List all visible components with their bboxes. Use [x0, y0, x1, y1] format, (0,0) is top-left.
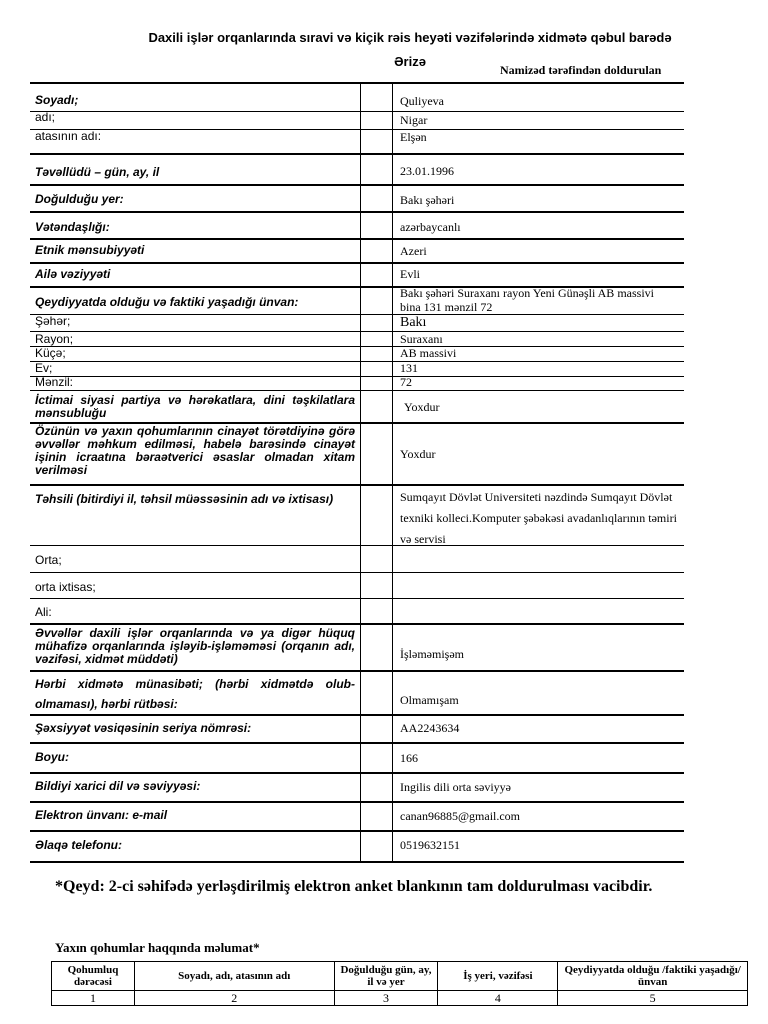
- birth-date-label: Təvəllüdü – gün, ay, il: [35, 165, 160, 179]
- city-label: Şəhər;: [35, 314, 71, 328]
- form-title: Daxili işlər orqanlarında sıravi və kiçik rəis heyəti vəzifələrində xidmətə qəbul barədə: [148, 30, 672, 45]
- address-value[interactable]: Bakı şəhəri Suraxanı rayon Yeni Günəşli AB massivi bina 131 mənzil 72: [400, 286, 654, 314]
- education-label: Təhsili (bitirdiyi il, təhsil müəssəsinin adı və ixtisası): [35, 492, 334, 506]
- family-status-value[interactable]: Evli: [400, 267, 420, 281]
- relation-degree-header: Qohumluq dərəcəsi: [52, 962, 135, 991]
- column-number: 3: [334, 991, 438, 1006]
- citizenship-value[interactable]: azərbaycanlı: [400, 220, 461, 234]
- city-value[interactable]: Bakı: [400, 315, 427, 330]
- filled-by-note: Namizəd tərəfindən doldurulan: [500, 63, 662, 77]
- education-value[interactable]: Sumqayıt Dövlət Universiteti nəzdində Sumqayıt Dövlət texniki kolleci.Komputer şəbəkəsi avadanlıqlarının təmiri və servisi: [400, 490, 677, 546]
- military-value[interactable]: Olmamışam: [400, 693, 459, 707]
- email-label: Elektron ünvanı: e-mail: [35, 808, 168, 822]
- father-name-value[interactable]: Elşən: [400, 130, 427, 144]
- height-label: Boyu:: [35, 750, 69, 764]
- form-subtitle: Ərizə: [394, 54, 426, 69]
- apartment-value[interactable]: 72: [400, 375, 412, 389]
- language-label: Bildiyi xarici dil və səviyyəsi:: [35, 779, 201, 793]
- id-card-value[interactable]: AA2243634: [400, 721, 460, 735]
- phone-value[interactable]: 0519632151: [400, 838, 460, 852]
- height-value[interactable]: 166: [400, 751, 418, 765]
- birth-info-header: Doğulduğu gün, ay, il və yer: [334, 962, 438, 991]
- column-number: 4: [438, 991, 558, 1006]
- email-value[interactable]: canan96885@gmail.com: [400, 809, 521, 823]
- id-card-label: Şəxsiyyət vəsiqəsinin seriya nömrəsi:: [35, 721, 252, 735]
- name-value[interactable]: Nigar: [400, 113, 428, 127]
- birthplace-label: Doğulduğu yer:: [35, 192, 124, 206]
- address-header: Qeydiyyatda olduğu /faktiki yaşadığı/ ünvan: [558, 962, 748, 991]
- father-name-label: atasının adı:: [35, 129, 102, 143]
- ethnicity-value[interactable]: Azeri: [400, 244, 427, 258]
- workplace-header: İş yeri, vəzifəsi: [438, 962, 558, 991]
- district-label: Rayon;: [35, 332, 74, 346]
- name-label: adı;: [35, 110, 56, 124]
- column-number: 1: [52, 991, 135, 1006]
- family-status-label: Ailə vəziyyəti: [35, 267, 111, 281]
- house-label: Ev;: [35, 361, 53, 375]
- previous-work-value[interactable]: İşləməmişəm: [400, 647, 464, 661]
- column-number: 2: [134, 991, 334, 1006]
- relatives-title: Yaxın qohumlar haqqında məlumat*: [55, 940, 260, 955]
- mandatory-note: *Qeyd: 2-ci səhifədə yerləşdirilmiş elektron anket blankının tam doldurulması vacibdir.: [55, 878, 653, 895]
- party-value[interactable]: Yoxdur: [404, 400, 440, 414]
- relatives-table: [51, 961, 748, 1006]
- apartment-label: Mənzil:: [35, 375, 74, 389]
- higher-education-label: Ali:: [35, 605, 52, 619]
- secondary-special-label: orta ixtisas;: [35, 580, 96, 594]
- street-value[interactable]: AB massivi: [400, 346, 457, 360]
- party-label: İctimai siyasi partiya və hərəkatlara, dini təşkilatlara mənsubluğu: [35, 393, 355, 420]
- address-label: Qeydiyyatda olduğu və faktiki yaşadığı ünvan:: [35, 295, 299, 309]
- citizenship-label: Vətəndaşlığı:: [35, 220, 110, 234]
- column-number: 5: [558, 991, 748, 1006]
- birthplace-value[interactable]: Bakı şəhəri: [400, 193, 455, 207]
- full-name-header: Soyadı, adı, atasının adı: [134, 962, 334, 991]
- surname-label: Soyadı;: [35, 93, 79, 107]
- military-label: Hərbi xidmətə münasibəti; (hərbi xidmətdə olub-olmaması), hərbi rütbəsi:: [35, 677, 355, 711]
- birth-date-value[interactable]: 23.01.1996: [400, 164, 454, 178]
- secondary-education-label: Orta;: [35, 553, 62, 567]
- relatives-number-row: [52, 991, 748, 1006]
- previous-work-label: Əvvəllər daxili işlər orqanlarında və ya digər hüquq mühafizə orqanlarında işləyib-işləməməsi (orqanın adı, vəzifəsi, xidmət müddəti): [35, 626, 355, 666]
- conviction-label: Özünün və yaxın qohumlarının cinayət törətdiyinə görə əvvəllər məhkum edilməsi, habelə barəsində cinayət işinin icraatına bəraətverici əsaslar olmadan xitam verilməsi: [35, 424, 355, 477]
- district-value[interactable]: Suraxanı: [400, 332, 443, 346]
- conviction-value[interactable]: Yoxdur: [400, 447, 436, 461]
- relatives-header-row: [52, 962, 748, 991]
- phone-label: Əlaqə telefonu:: [35, 838, 122, 852]
- ethnicity-label: Etnik mənsubiyyəti: [35, 243, 145, 257]
- language-value[interactable]: Ingilis dili orta səviyyə: [400, 780, 511, 794]
- surname-value[interactable]: Quliyeva: [400, 94, 444, 108]
- street-label: Küçə;: [35, 346, 66, 360]
- house-value[interactable]: 131: [400, 361, 418, 375]
